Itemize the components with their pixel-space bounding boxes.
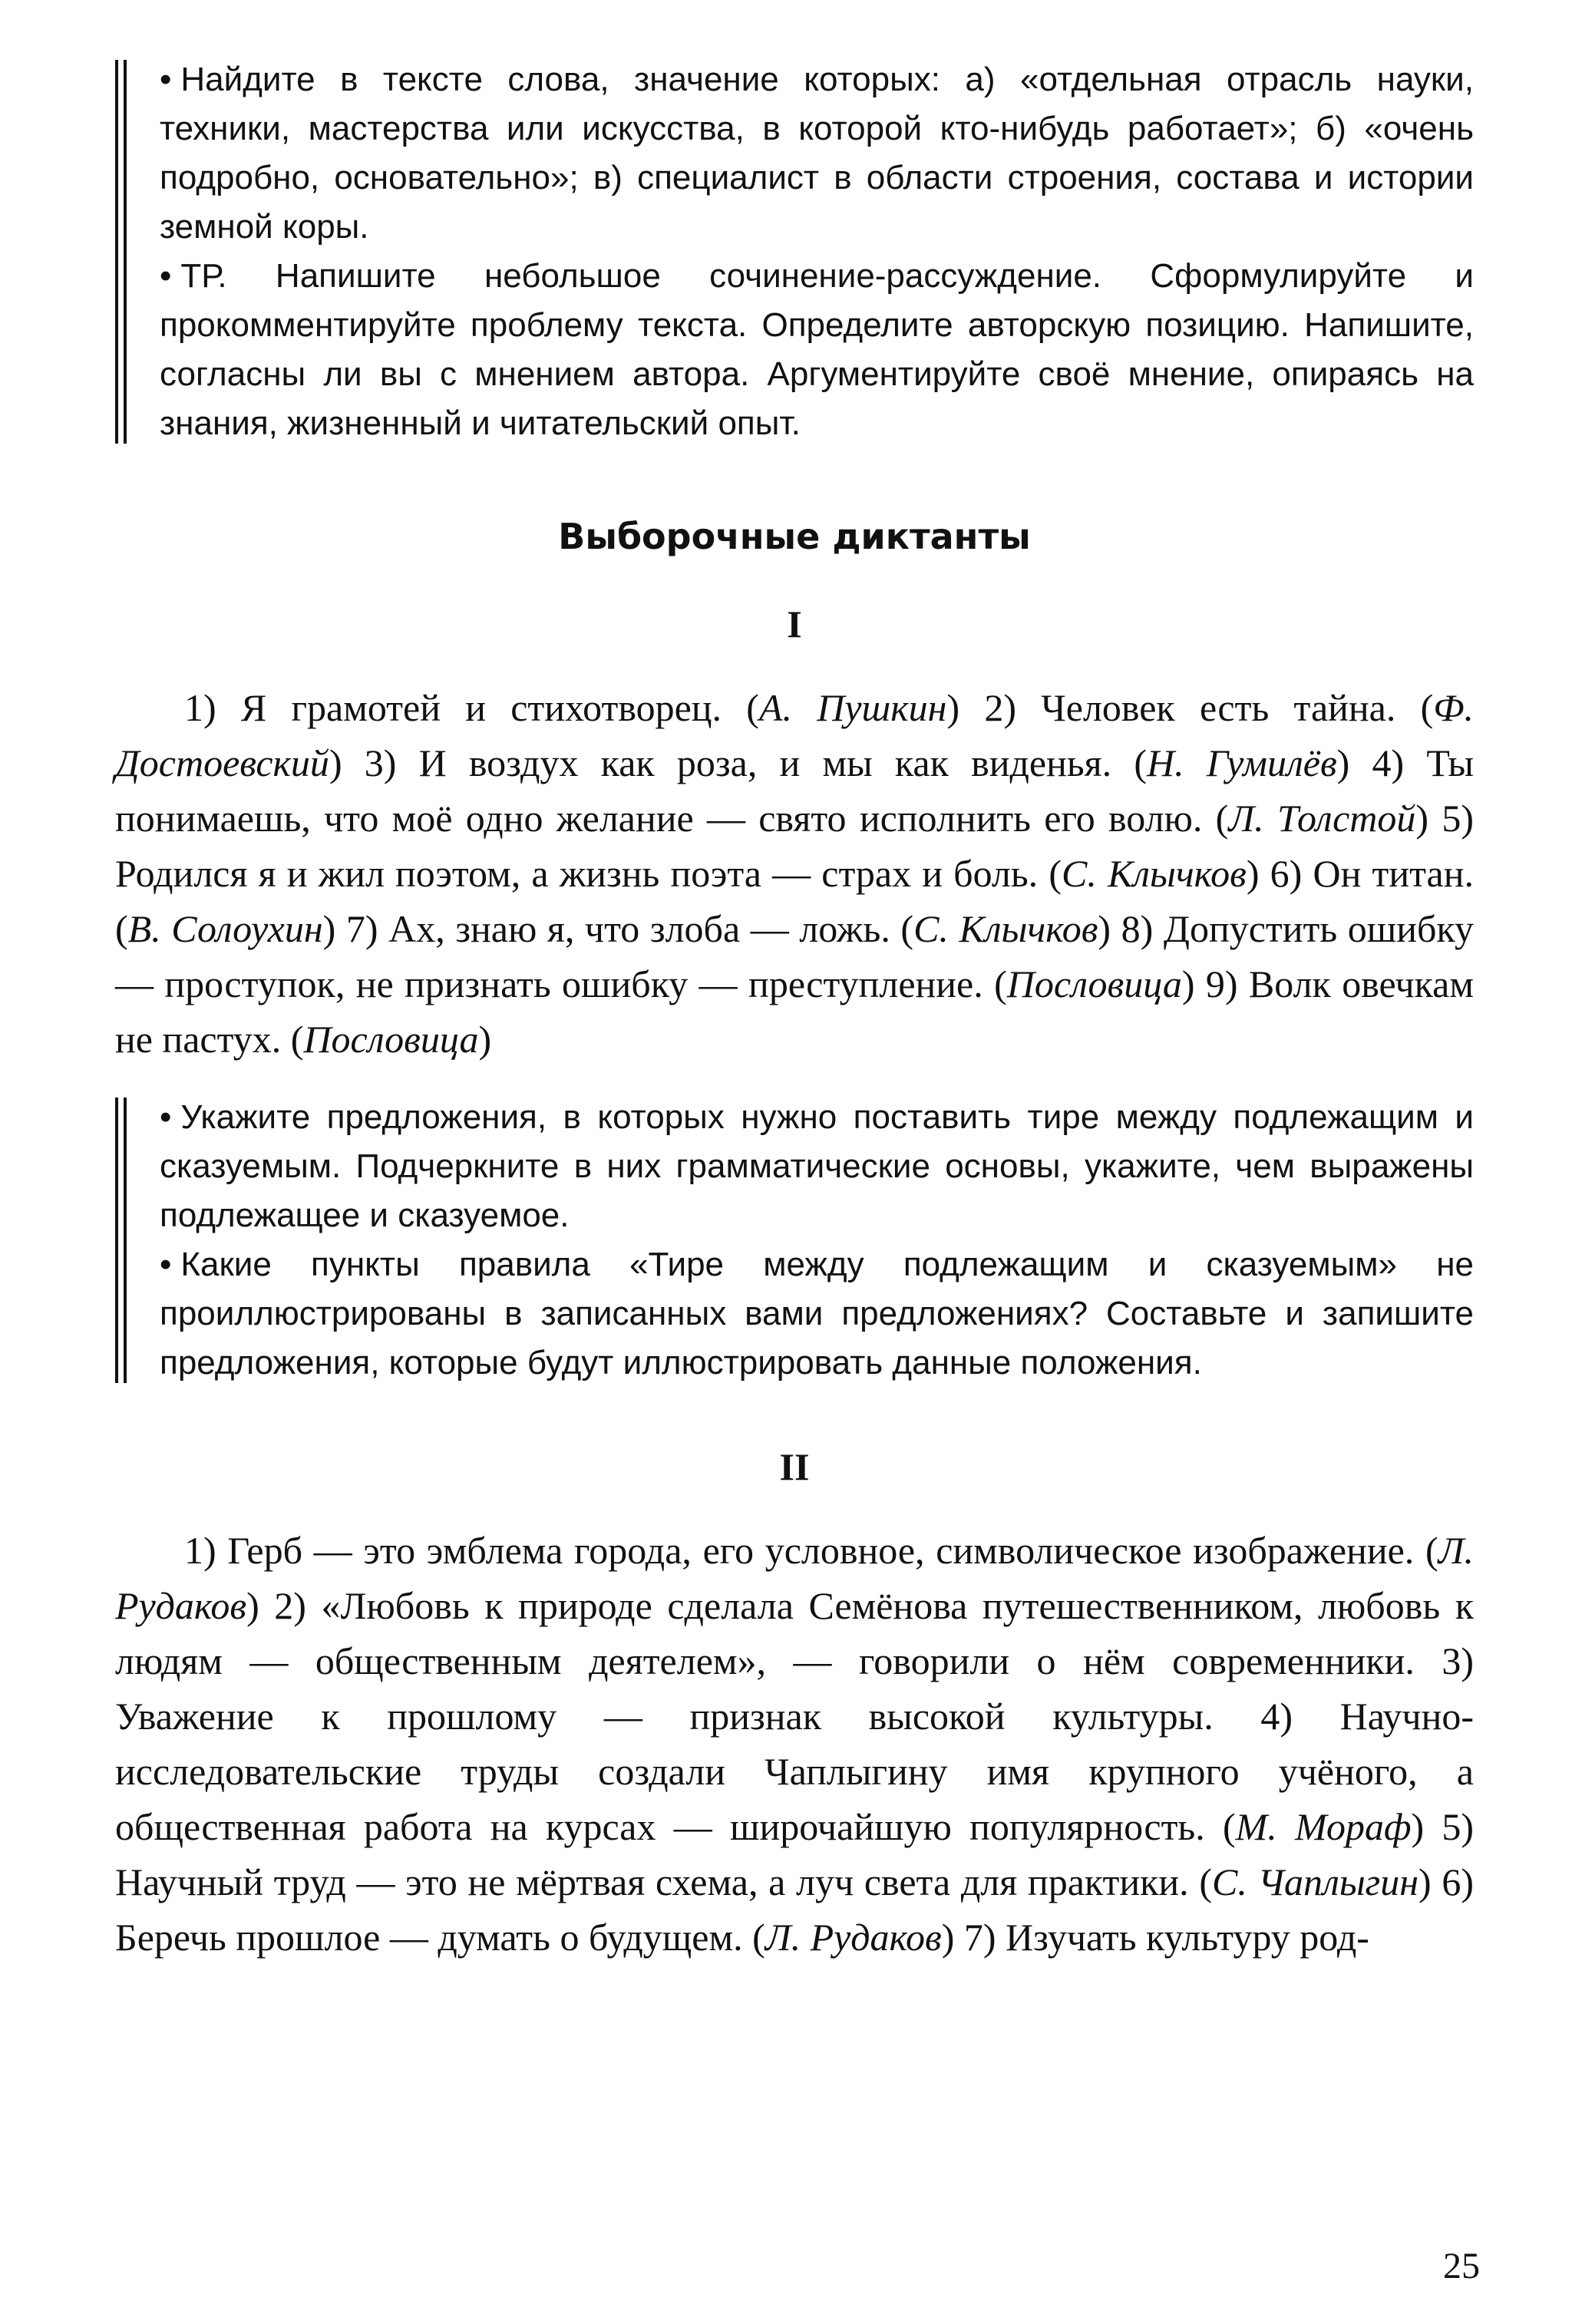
sentence-text: 1) Я грамотей и стихотворец. (	[184, 686, 759, 729]
section-title: Выборочные диктанты	[558, 516, 1031, 557]
sentence-text: )	[478, 1018, 492, 1061]
quote-author: М. Мораф	[1235, 1805, 1412, 1848]
quote-author: Л. Толстой	[1228, 797, 1416, 840]
quote-author: Пословица	[303, 1018, 479, 1061]
sentence-text: ) 6) Беречь прошлое — думать о будущем. (	[115, 1860, 1474, 1959]
sentence-text: ) 5) Научный труд — это не мёртвая схема, а луч света для практики. (	[115, 1805, 1474, 1903]
sentence-text: 1) Герб — это эмблема города, его условное, символическое изображение. (	[184, 1529, 1438, 1572]
task-block-marker	[115, 1098, 127, 1383]
quote-author: В. Солоухин	[127, 907, 323, 950]
part-numeral: I	[787, 602, 802, 645]
task-block-2	[115, 1093, 1474, 1388]
task-item: • Какие пункты правила «Тире между подлежащим и сказуемым» не проиллюстрированы в записанных вами предложениях? Составьте и запишите предложения, которые будут иллюстрировать данные положения.	[160, 1240, 1474, 1388]
sentence-text: ) 7) Изучать культуру род-	[941, 1916, 1369, 1959]
dictation-text-1	[115, 680, 1474, 1067]
task-item: • Укажите предложения, в которых нужно поставить тире между подлежащим и сказуемым. Подчеркните в них грамматические основы, укажите, чем выражены подлежащее и сказуемое.	[160, 1093, 1474, 1240]
task-block-marker	[115, 60, 127, 444]
page-number: 25	[1443, 2246, 1480, 2286]
task-item: • ТР. Напишите небольшое сочинение-рассуждение. Сформулируйте и прокомментируйте проблему текста. Определите авторскую позицию. Напишите, согласны ли вы с мнением автора. Аргументируйте своё мнение, опираясь на знания, жизненный и читательский опыт.	[160, 252, 1474, 448]
quote-author: Пословица	[1006, 962, 1182, 1005]
task-block-1	[115, 55, 1474, 448]
quote-author: Ф. Достоевский	[115, 686, 1474, 784]
task-item: • Найдите в тексте слова, значение которых: а) «отдельная отрасль науки, техники, мастерства или искусства, в которой кто-нибудь работает»; б) «очень подробно, основательно»; в) специалист в области строения, состава и истории земной коры.	[160, 55, 1474, 252]
sentence-text: ) 6) Он титан. (	[115, 852, 1474, 950]
sentence-text: ) 3) И воздух как роза, и мы как виденья. (	[329, 741, 1147, 784]
sentence-text: ) 2) «Любовь к природе сделала Семёнова путешественником, любовь к людям — общественным деятелем», — говорили о нём современники. 3) Уважение к прошлому — признак высокой культуры. 4) Научно-исследовательские труды создали Чаплыгину имя крупного учёного, а общественная работа на курсах — широчайшую популярность. (	[115, 1584, 1474, 1848]
quote-author: А. Пушкин	[758, 686, 947, 729]
quote-author: С. Клычков	[913, 907, 1098, 950]
sentence-text: ) 2) Человек есть тайна. (	[946, 686, 1434, 729]
sentence-text: ) 9) Волк овечкам не пастух. (	[115, 962, 1474, 1061]
sentence-text: ) 4) Ты понимаешь, что моё одно желание — свято исполнить его волю. (	[115, 741, 1474, 840]
dictation-text-2	[115, 1523, 1474, 1965]
sentence-text: ) 5) Родился я и жил поэтом, а жизнь поэта — страх и боль. (	[115, 797, 1474, 895]
sentence-text: ) 7) Ах, знаю я, что злоба — ложь. (	[322, 907, 914, 950]
sentence-text: ) 8) Допустить ошибку — проступок, не признать ошибку — преступление. (	[115, 907, 1474, 1005]
quote-author: Л. Рудаков	[765, 1916, 942, 1959]
quote-author: Л. Рудаков	[115, 1529, 1474, 1627]
quote-author: С. Чаплыгин	[1212, 1860, 1418, 1903]
quote-author: С. Клычков	[1061, 852, 1247, 895]
textbook-page	[115, 46, 1474, 1965]
part-numeral: II	[779, 1445, 810, 1488]
quote-author: Н. Гумилёв	[1147, 741, 1337, 784]
